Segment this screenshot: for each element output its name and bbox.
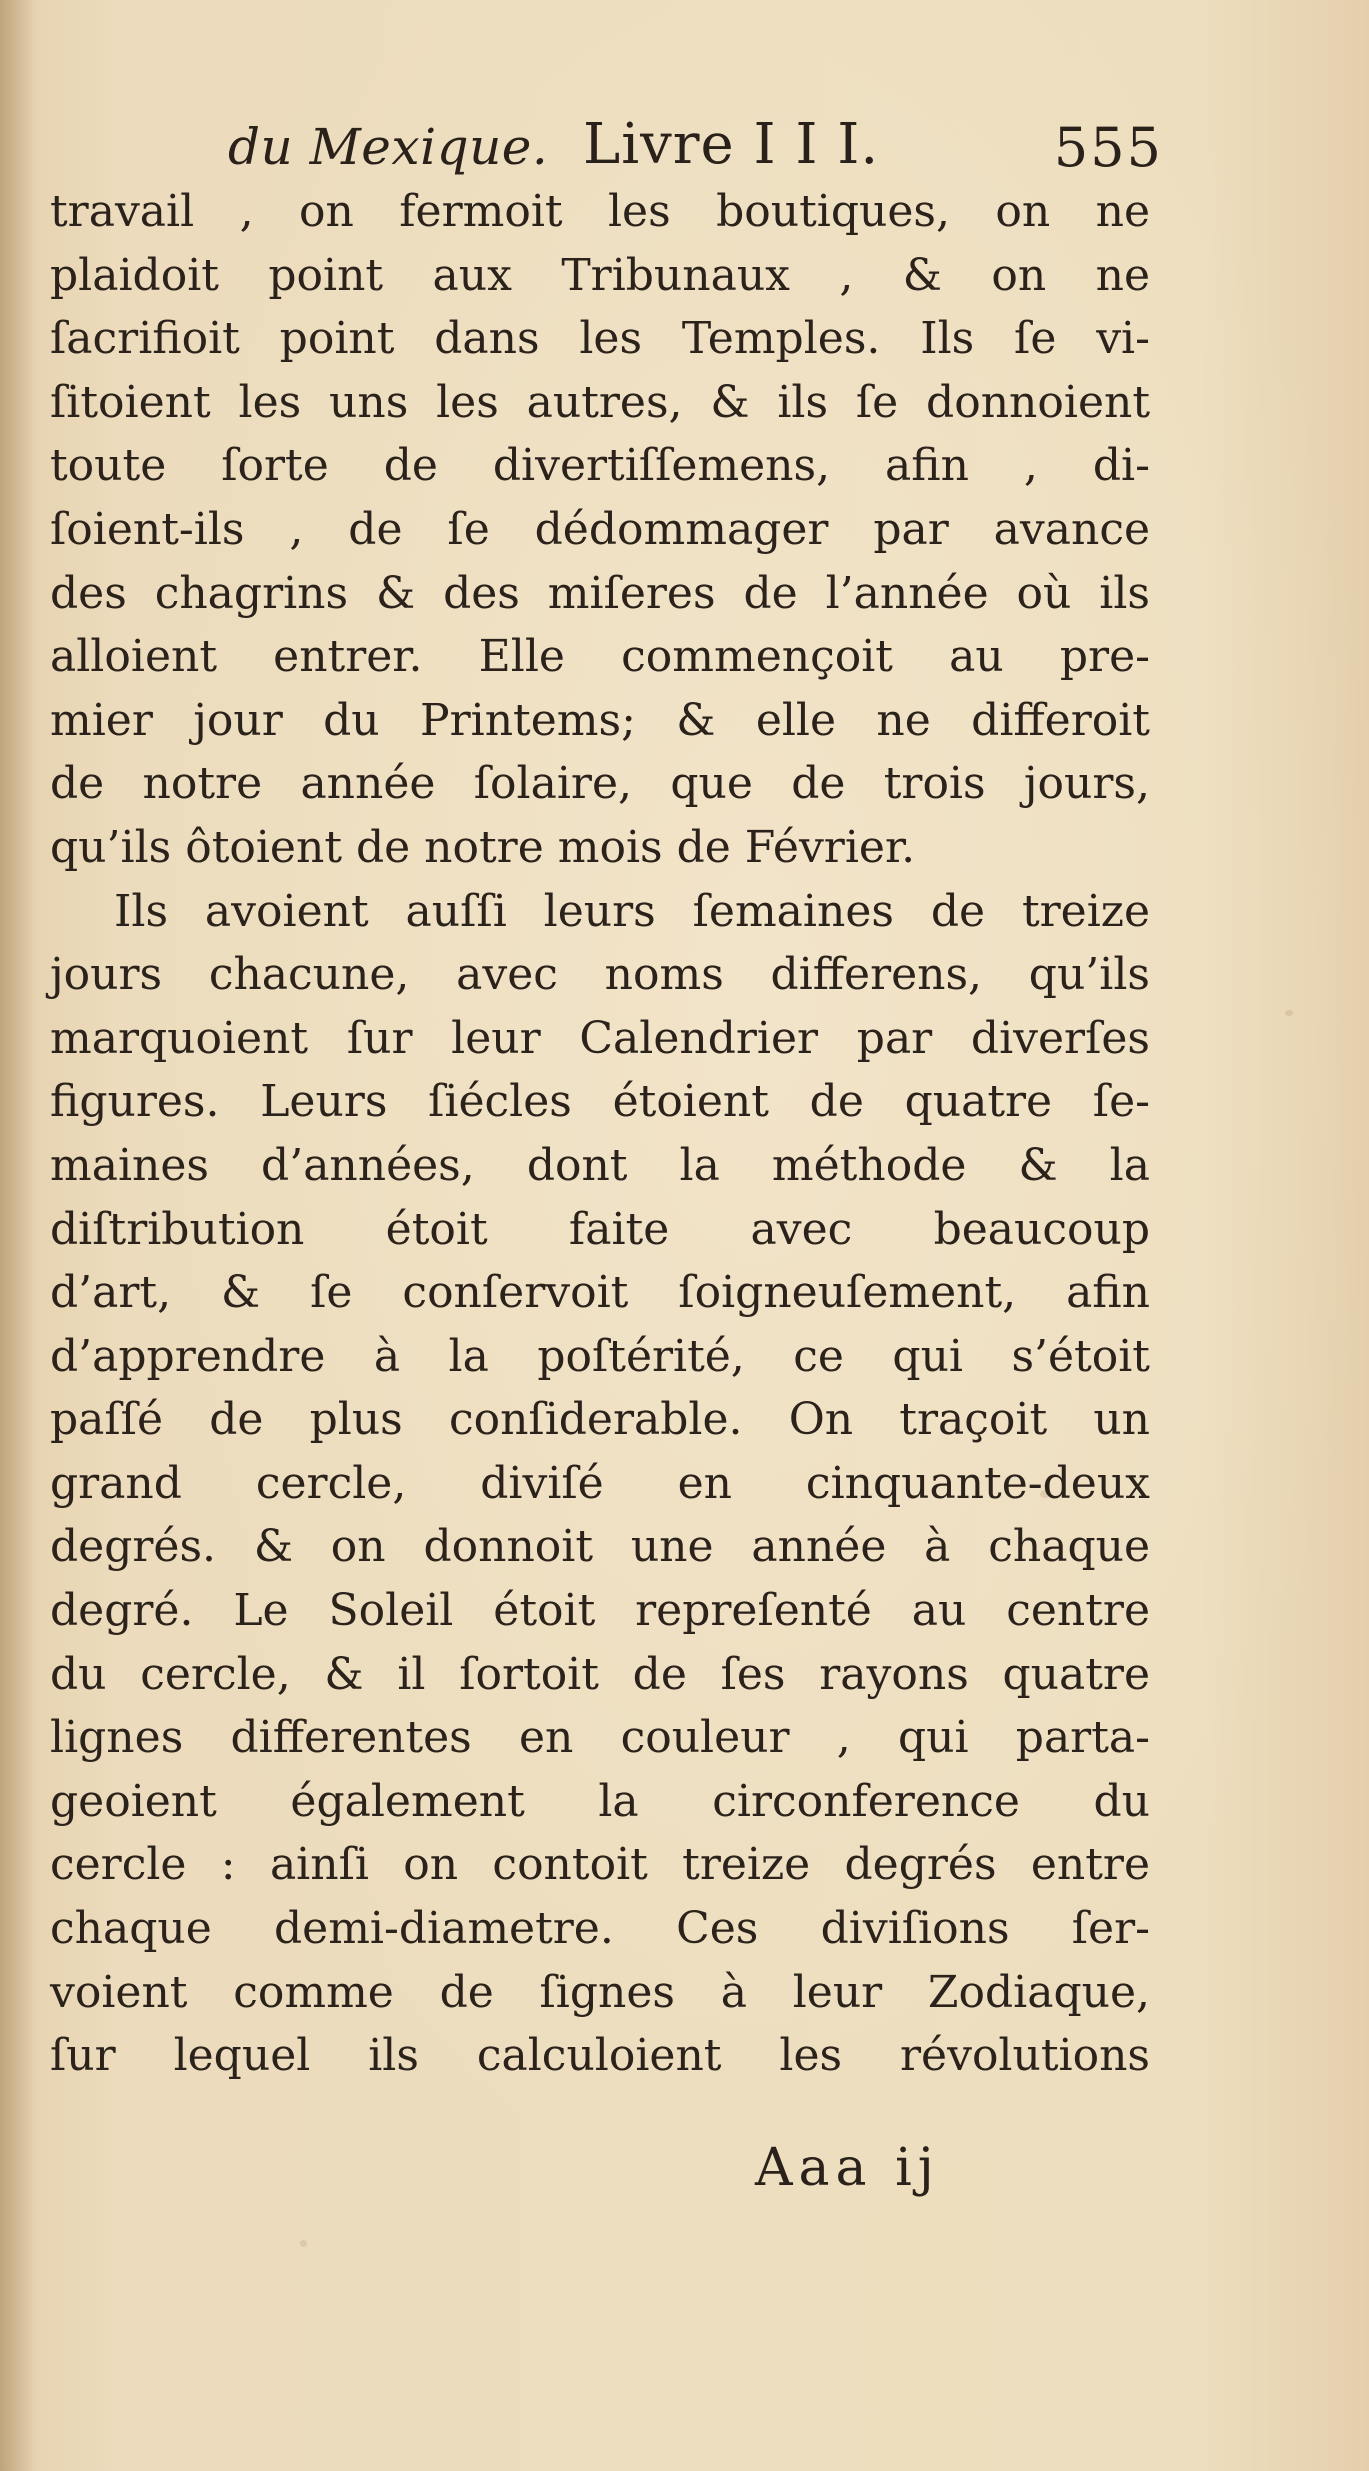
text-line: cercle : ainſi on contoit treize degrés entre — [50, 1839, 1150, 1891]
paragraph-start-line: Ils avoient auſſi leurs ſemaines de treize — [114, 885, 1150, 937]
signature-mark: Aaa ij — [755, 2138, 940, 2198]
text-line: de notre année ſolaire, que de trois jours, — [50, 758, 1150, 810]
text-line: du cercle, & il ſortoit de ſes rayons quatre — [50, 1648, 1150, 1700]
text-line: plaidoit point aux Tribunaux , & on ne — [50, 249, 1150, 301]
text-line: jours chacune, avec noms differens, qu’ils — [50, 949, 1150, 1001]
text-line: grand cercle, diviſé en cinquante-deux — [50, 1457, 1150, 1509]
text-line: voient comme de ſignes à leur Zodiaque, — [50, 1966, 1150, 2018]
paper-spot — [300, 2240, 307, 2247]
text-line: alloient entrer. Elle commençoit au pre- — [50, 631, 1150, 683]
page-number: 555 — [1053, 116, 1163, 179]
text-line: ſitoient les uns les autres, & ils ſe donnoient — [50, 376, 1150, 428]
text-line: des chagrins & des miſeres de l’année où ils — [50, 567, 1150, 619]
text-line: d’art, & ſe conſervoit ſoigneuſement, afin — [50, 1267, 1150, 1319]
paper-spot — [1285, 1010, 1293, 1016]
text-line: maines d’années, dont la méthode & la — [50, 1139, 1150, 1191]
text-line: diſtribution étoit faite avec beaucoup — [50, 1203, 1150, 1255]
text-line: ſur lequel ils calculoient les révolutions — [50, 2030, 1150, 2082]
text-line: travail , on fermoit les boutiques, on ne — [50, 186, 1150, 237]
gutter-shadow — [0, 0, 34, 2471]
text-line: figures. Leurs ſiécles étoient de quatre ſe- — [50, 1076, 1150, 1128]
text-line: geoient également la circonference du — [50, 1775, 1150, 1827]
running-head — [228, 112, 1163, 182]
body-text — [50, 180, 1150, 2088]
text-line: d’apprendre à la poſtérité, ce qui s’étoit — [50, 1330, 1150, 1382]
text-line: marquoient ſur leur Calendrier par diverſes — [50, 1012, 1150, 1064]
text-line: lignes differentes en couleur , qui parta- — [50, 1712, 1150, 1764]
text-line: ſacrifioit point dans les Temples. Ils ſe vi- — [50, 313, 1150, 365]
text-line: ſoient-ils , de ſe dédommager par avance — [50, 503, 1150, 555]
paragraph-end-line: qu’ils ôtoient de notre mois de Février. — [50, 821, 916, 873]
text-line: paſſé de plus conſiderable. On traçoit un — [50, 1394, 1150, 1446]
text-line: toute ſorte de divertiſſemens, afin , di- — [50, 440, 1150, 492]
text-line: degrés. & on donnoit une année à chaque — [50, 1521, 1150, 1573]
running-head-title: du Mexique. — [228, 118, 549, 176]
text-line: chaque demi-diametre. Ces diviſions ſer- — [50, 1903, 1150, 1955]
text-line: degré. Le Soleil étoit repreſenté au centre — [50, 1585, 1150, 1637]
text-line: mier jour du Printems; & elle ne differoit — [50, 694, 1150, 746]
running-head-book: Livre I I I. — [583, 112, 880, 177]
